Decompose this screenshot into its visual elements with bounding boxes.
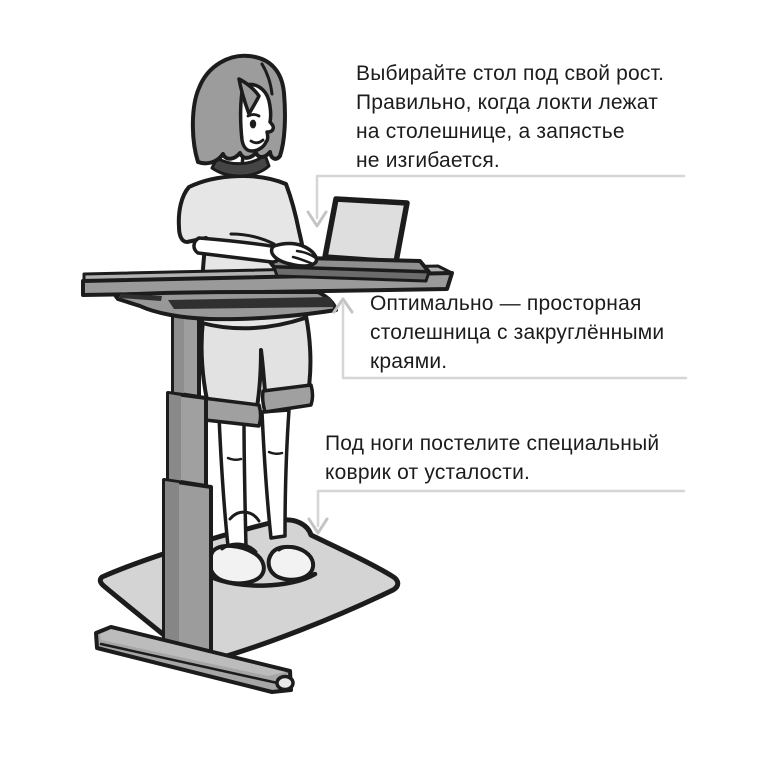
laptop-screen (325, 199, 407, 262)
annotation-line: краями. (370, 350, 448, 373)
desk-foot-end-cap (277, 677, 293, 690)
eyebrow (248, 115, 259, 117)
annotation-line: не изгибается. (356, 149, 500, 172)
connector-mat (309, 491, 684, 533)
annotation-line: столешница с закруглёнными (370, 321, 665, 344)
annotation-line: Под ноги постелите специальный (325, 432, 660, 455)
connector-mat-line (318, 491, 684, 526)
annotation-line: Оптимально — просторная (370, 292, 642, 315)
right-leg (262, 410, 289, 538)
annotation-line: Правильно, когда локти лежат (356, 91, 659, 114)
annotation-desk-height (356, 59, 664, 175)
annotation-mat (325, 429, 659, 487)
annotation-tabletop (370, 289, 664, 376)
eye (250, 120, 256, 129)
annotation-line: Выбирайте стол под свой рост. (356, 62, 665, 85)
annotation-line: коврик от усталости. (325, 461, 531, 484)
right-short-cuff (263, 385, 313, 412)
desk-column-middle-shade (169, 394, 181, 482)
desk-column-bottom-shade (165, 481, 179, 658)
annotation-line: на столешнице, а запястье (356, 120, 625, 143)
